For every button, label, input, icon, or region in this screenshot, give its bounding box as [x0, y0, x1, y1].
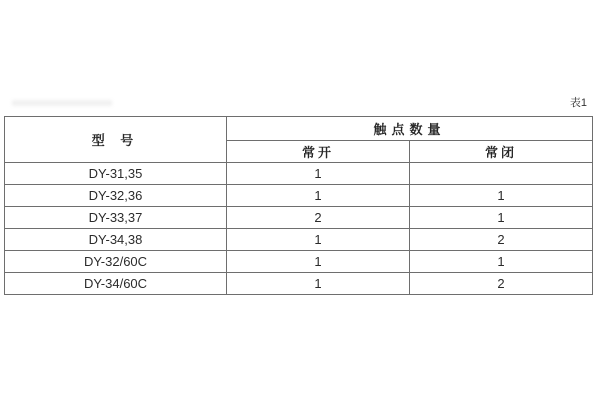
normally-open-cell: 1 — [227, 185, 410, 207]
normally-open-cell: 1 — [227, 273, 410, 295]
model-cell: DY-32,36 — [5, 185, 227, 207]
normally-closed-cell: 1 — [410, 207, 593, 229]
table-row — [5, 251, 593, 273]
column-header-contacts-group: 触点数量 — [227, 117, 593, 141]
model-cell: DY-32/60C — [5, 251, 227, 273]
table-row — [5, 207, 593, 229]
contact-count-table — [4, 116, 593, 295]
normally-closed-cell: 2 — [410, 229, 593, 251]
table-row — [5, 229, 593, 251]
model-cell: DY-31,35 — [5, 163, 227, 185]
table-row — [5, 163, 593, 185]
table-row — [5, 185, 593, 207]
normally-open-cell: 1 — [227, 163, 410, 185]
faint-print-smudge — [12, 100, 112, 106]
table-caption: 表1 — [569, 97, 587, 109]
normally-closed-cell — [410, 163, 593, 185]
normally-open-cell: 1 — [227, 251, 410, 273]
column-header-model: 型 号 — [5, 117, 227, 163]
normally-open-cell: 2 — [227, 207, 410, 229]
normally-open-cell: 1 — [227, 229, 410, 251]
column-header-normally-open: 常开 — [227, 141, 410, 163]
table-row — [5, 273, 593, 295]
normally-closed-cell: 2 — [410, 273, 593, 295]
model-cell: DY-34,38 — [5, 229, 227, 251]
header-row-group — [5, 117, 593, 141]
model-cell: DY-34/60C — [5, 273, 227, 295]
column-header-normally-closed: 常闭 — [410, 141, 593, 163]
model-cell: DY-33,37 — [5, 207, 227, 229]
normally-closed-cell: 1 — [410, 185, 593, 207]
normally-closed-cell: 1 — [410, 251, 593, 273]
